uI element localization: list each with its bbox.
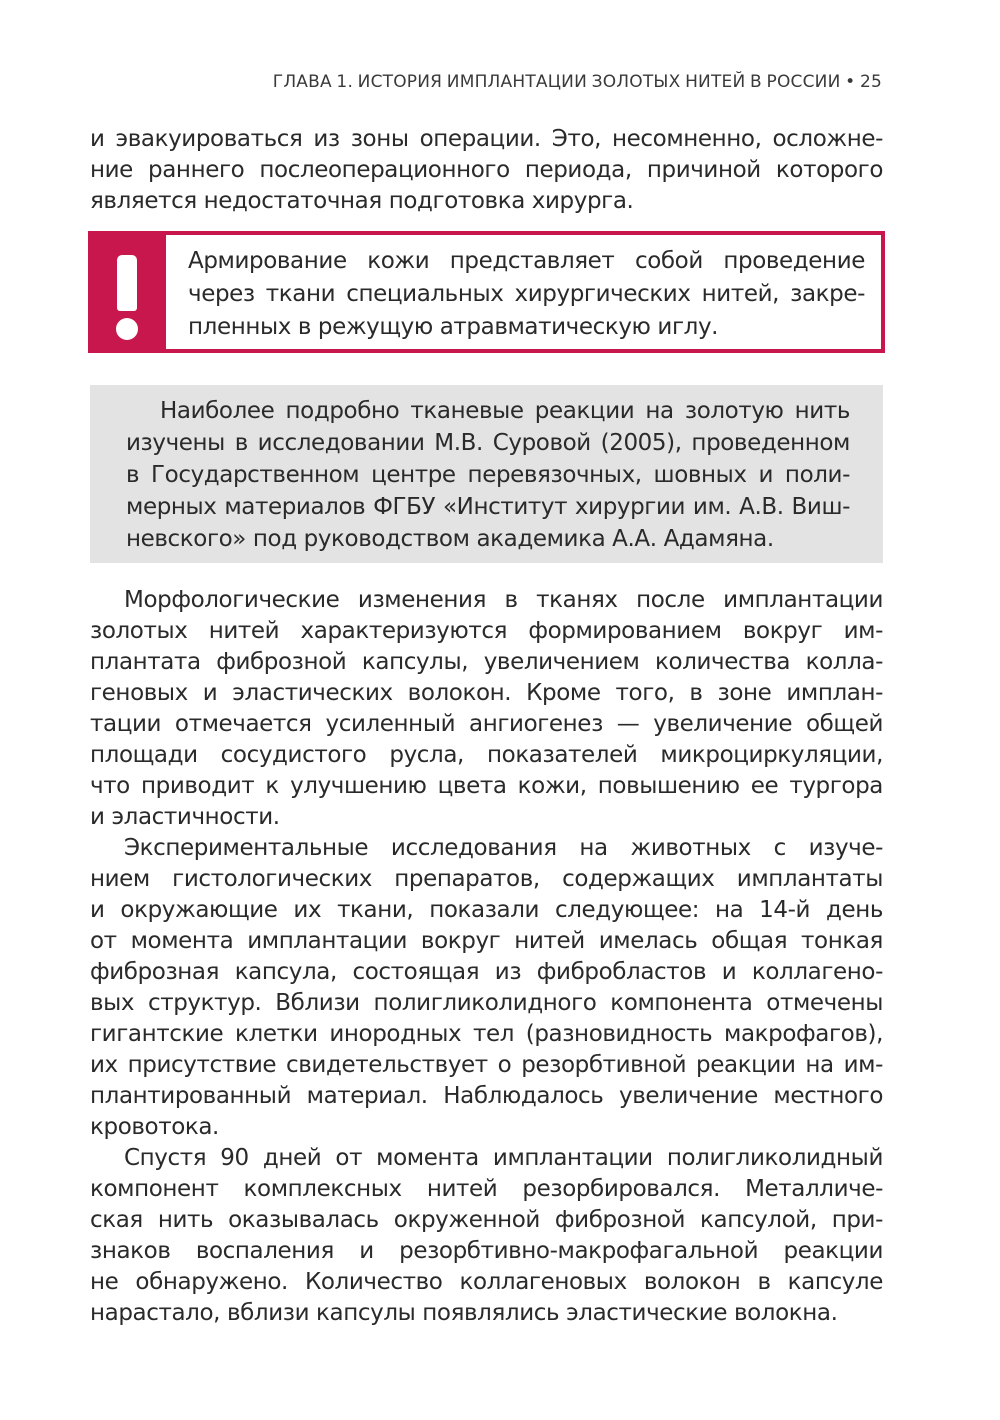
text-line: ская нить оказывалась окруженной фиброзной капсулой, при- — [90, 1207, 883, 1233]
text-line: изучены в исследовании М.В. Суровой (2005), проведенном — [126, 430, 850, 456]
text-line: ние раннего послеоперационного периода, причиной которого — [90, 157, 883, 183]
text-line: нарастало, вблизи капсулы появлялись эластические волокна. — [90, 1300, 838, 1326]
paragraph-experimental — [90, 833, 883, 1143]
note-callout — [90, 385, 883, 563]
text-line: через ткани специальных хирургических нитей, закре- — [188, 281, 865, 307]
text-line: тации отмечается усиленный ангиогенез — увеличение общей — [90, 711, 883, 737]
text-line: и эластичности. — [90, 804, 280, 830]
text-line: компонент комплексных нитей резорбировался. Металличе- — [90, 1176, 883, 1202]
text-line: в Государственном центре перевязочных, шовных и поли- — [126, 462, 850, 488]
header-separator: • — [845, 72, 856, 92]
text-line: плантата фиброзной капсулы, увеличением количества колла- — [90, 649, 883, 675]
text-line: и эвакуироваться из зоны операции. Это, несомненно, осложне- — [90, 126, 883, 152]
text-line: и окружающие их ткани, показали следующее: на 14-й день — [90, 897, 883, 923]
text-line: гигантские клетки инородных тел (разновидность макрофагов), — [90, 1021, 883, 1047]
text-line: нием гистологических препаратов, содержащих имплантаты — [90, 866, 883, 892]
paragraph-morphology — [90, 585, 883, 833]
warning-callout — [88, 231, 885, 353]
text-line: является недостаточная подготовка хирурга. — [90, 188, 634, 214]
page-number: 25 — [859, 72, 882, 92]
text-line: Армирование кожи представляет собой проведение — [188, 248, 865, 274]
text-line: площади сосудистого русла, показателей микроциркуляции, — [90, 742, 883, 768]
chapter-title: ГЛАВА 1. ИСТОРИЯ ИМПЛАНТАЦИИ ЗОЛОТЫХ НИТЕЙ В РОССИИ — [272, 72, 841, 92]
text-line: что приводит к улучшению цвета кожи, повышению ее тургора — [90, 773, 883, 799]
text-line: золотых нитей характеризуются формированием вокруг им- — [90, 618, 883, 644]
text-line: фиброзная капсула, состоящая из фибробластов и коллагено- — [90, 959, 883, 985]
text-line: плантированный материал. Наблюдалось увеличение местного — [90, 1083, 883, 1109]
text-line: от момента имплантации вокруг нитей имелась общая тонкая — [90, 928, 883, 954]
text-line: пленных в режущую атравматическую иглу. — [188, 314, 719, 340]
text-line: вых структур. Вблизи полигликолидного компонента отмечены — [90, 990, 883, 1016]
text-line: их присутствие свидетельствует о резорбтивной реакции на им- — [90, 1052, 883, 1078]
text-line: невского» под руководством академика А.А. Адамяна. — [126, 526, 774, 552]
text-line: Морфологические изменения в тканях после имплантации — [124, 587, 883, 613]
warning-text — [188, 245, 865, 344]
text-line: мерных материалов ФГБУ «Институт хирургии им. А.В. Виш- — [126, 494, 850, 520]
warning-sidebar — [92, 235, 166, 349]
intro-paragraph — [90, 124, 883, 217]
text-line: кровотока. — [90, 1114, 219, 1140]
note-text — [126, 395, 850, 555]
paragraph-90-days — [90, 1143, 883, 1329]
text-line: Экспериментальные исследования на животных с изуче- — [124, 835, 883, 861]
running-header — [273, 72, 882, 92]
text-line: Наиболее подробно тканевые реакции на золотую нить — [160, 398, 850, 424]
text-line: не обнаружено. Количество коллагеновых волокон в капсуле — [90, 1269, 883, 1295]
text-line: знаков воспаления и резорбтивно-макрофагальной реакции — [90, 1238, 883, 1264]
text-line: Спустя 90 дней от момента имплантации полигликолидный — [124, 1145, 883, 1171]
text-line: геновых и эластических волокон. Кроме того, в зоне имплан- — [90, 680, 883, 706]
